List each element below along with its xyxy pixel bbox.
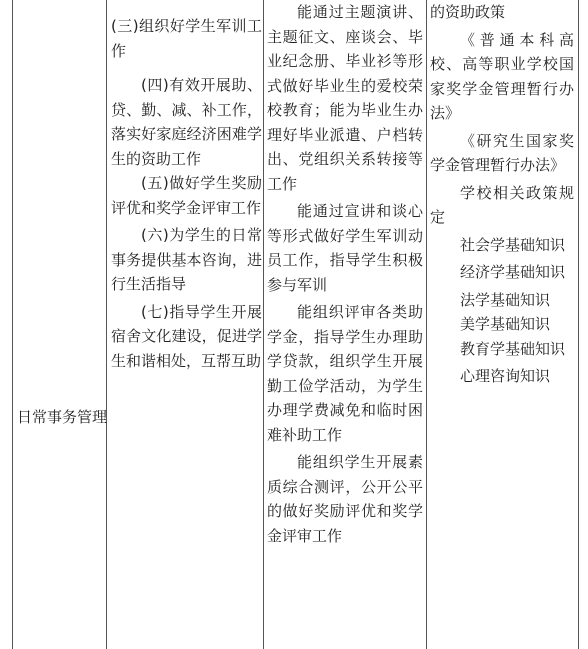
knowledge-item: 心理咨询知识 [460,367,551,385]
task-item: (五)做好学生奖励评优和奖学金评审工作 [111,174,262,217]
task-item: (四)有效开展助、贷、勤、减、补工作，落实好家庭经济困难学生的资助工作 [111,76,262,168]
table-divider-2 [263,0,264,649]
table-divider-1 [106,0,107,649]
category-label: 日常事务管理 [16,408,107,426]
knowledge-item: 《普通本科高校、高等职业学校国家奖学金管理暂行办法》 [430,30,574,122]
knowledge-item: 《研究生国家奖学金管理暂行办法》 [430,131,574,174]
knowledge-cell [430,0,574,389]
abilities-cell [267,0,423,548]
task-item: (七)指导学生开展宿舍文化建设，促进学生和谐相处，互帮互助 [111,302,262,370]
knowledge-item: 法学基础知识 [460,290,551,309]
table-border-left [12,0,13,649]
table-divider-3 [426,0,427,649]
category-cell [14,405,110,429]
knowledge-item: 教育学基础知识 [460,339,566,358]
table-border-right [578,0,579,649]
knowledge-item: 社会学基础知识 [460,235,566,254]
ability-item: 能组织评审各类助学金，指导学生办理助学贷款，组织学生开展勤工俭学活动，为学生办理学费减免和临时困难补助工作 [267,303,423,444]
task-item: (三)组织好学生军训工作 [111,17,262,60]
tasks-cell [111,14,262,373]
knowledge-item: 学校相关政策规定 [430,183,574,226]
knowledge-item: 美学基础知识 [460,315,551,333]
knowledge-item: 经济学基础知识 [460,263,566,281]
ability-item: 能通过宣讲和谈心等形式做好学生军训动员工作，指导学生积极参与军训 [267,202,423,294]
task-item: (六)为学生的日常事务提供基本咨询，进行生活指导 [111,226,262,293]
ability-item: 能通过主题演讲、主题征文、座谈会、毕业纪念册、毕业衫等形式做好毕业生的爱校荣校教育；能为毕业生办理好毕业派遣、户档转出、党组织关系转接等工作 [267,3,423,193]
ability-item: 能组织学生开展素质综合测评，公开公平的做好奖励评优和奖学金评审工作 [267,453,423,545]
knowledge-item: 的资助政策 [430,3,506,21]
